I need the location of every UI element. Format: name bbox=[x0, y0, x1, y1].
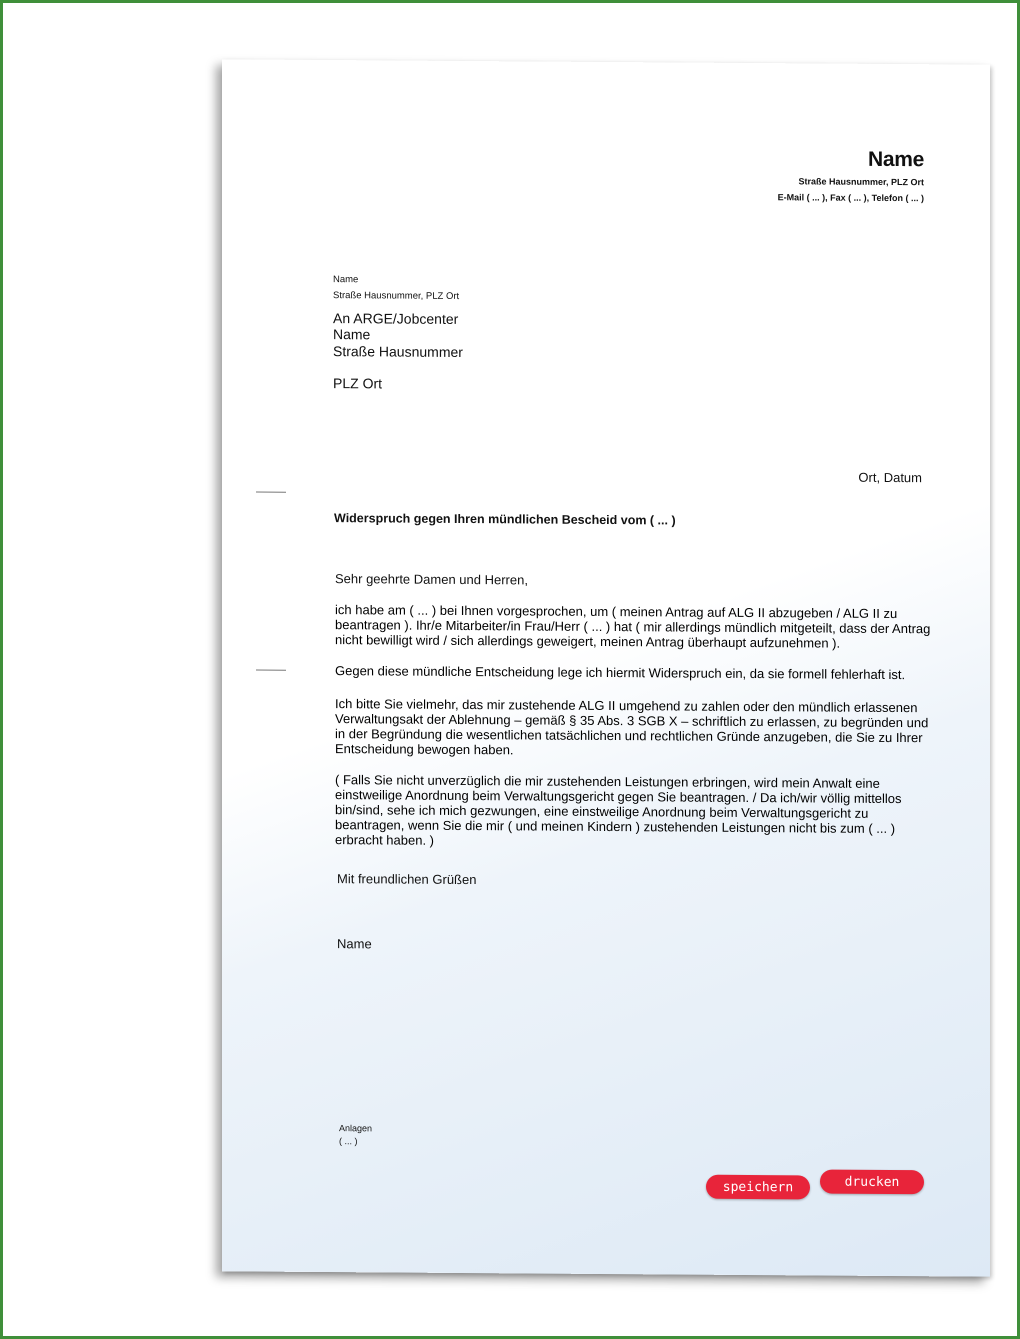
save-button[interactable]: speichern bbox=[706, 1175, 810, 1200]
paragraph-line: in der Begründung die wesentlichen tatsächlichen und rechtlichen Gründe anzugeben, die Sie zu Ihrer bbox=[335, 726, 923, 746]
paragraph-line: bin/sind, sehe ich mich gezwungen, eine einstweilige Anordnung beim Verwaltungsgericht zu bbox=[335, 802, 869, 821]
paragraph-line: Verwaltungsakt der Ablehnung – gemäß § 35 Abs. 3 SGB X – schriftlich zu erlassen, zu begründen und bbox=[335, 711, 929, 731]
closing: Mit freundlichen Grüßen bbox=[337, 871, 477, 888]
paragraph-line: nicht bewilligt wird / sich allerdings geweigert, meinen Antrag überhaupt aufzunehmen ). bbox=[335, 632, 841, 651]
paragraph-line: beantragen, wenn Sie die mir ( und meinen Kindern ) zustehenden Leistungen nicht bis zum ( ... ) bbox=[335, 817, 896, 837]
signature-name: Name bbox=[337, 936, 372, 952]
attachments-label: Anlagen bbox=[339, 1123, 373, 1134]
paragraph-line: erbracht haben. ) bbox=[335, 832, 435, 848]
recipient-line-3: Straße Hausnummer bbox=[333, 343, 463, 361]
letter-page bbox=[222, 59, 990, 1276]
return-address-line: Straße Hausnummer, PLZ Ort bbox=[333, 290, 460, 302]
paragraph-2 bbox=[335, 663, 905, 682]
paragraph-line: ich habe am ( ... ) bei Ihnen vorgesprochen, um ( meinen Antrag auf ALG II abzugeben / ALG II zu bbox=[335, 602, 898, 622]
sender-address: Straße Hausnummer, PLZ Ort bbox=[798, 176, 924, 188]
paragraph-line: Entscheidung bewogen haben. bbox=[335, 741, 514, 758]
recipient-line-2: Name bbox=[333, 326, 371, 343]
place-date: Ort, Datum bbox=[858, 469, 922, 486]
attachments-value: ( ... ) bbox=[339, 1136, 358, 1147]
punch-mark bbox=[256, 670, 286, 671]
sender-name: Name bbox=[868, 147, 924, 172]
fold-mark bbox=[256, 492, 286, 493]
salutation: Sehr geehrte Damen und Herren, bbox=[335, 571, 528, 588]
paragraph-4 bbox=[335, 772, 902, 851]
paragraph-3 bbox=[335, 696, 928, 760]
paragraph-line: einstweilige Anordnung beim Verwaltungsgericht gegen Sie beantragen. / Da ich/wir völlig mittellos bbox=[335, 787, 902, 807]
sender-contact: E-Mail ( ... ), Fax ( ... ), Telefon ( ... ) bbox=[777, 192, 924, 204]
recipient-line-4: PLZ Ort bbox=[333, 375, 383, 392]
letter-subject: Widerspruch gegen Ihren mündlichen Bescheid vom ( ... ) bbox=[334, 511, 676, 528]
paragraph-line: Gegen diese mündliche Entscheidung lege ich hiermit Widerspruch ein, da sie formell fehlerhaft ist. bbox=[335, 663, 906, 683]
paragraph-line: ( Falls Sie nicht unverzüglich die mir zustehenden Leistungen erbringen, wird mein Anwalt eine bbox=[335, 772, 880, 791]
recipient-line-1: An ARGE/Jobcenter bbox=[333, 310, 459, 327]
paragraph-line: beantragen ). Ihr/e Mitarbeiter/in Frau/Herr ( ... ) hat ( mir allerdings mündlich mitgeteilt, dass der Antrag bbox=[335, 617, 931, 637]
print-button[interactable]: drucken bbox=[820, 1169, 924, 1194]
paragraph-line: Ich bitte Sie vielmehr, das mir zustehende ALG II umgehend zu zahlen oder den mündlich erlassenen bbox=[335, 696, 918, 716]
paragraph-1 bbox=[335, 602, 930, 651]
return-address-name: Name bbox=[333, 274, 359, 286]
